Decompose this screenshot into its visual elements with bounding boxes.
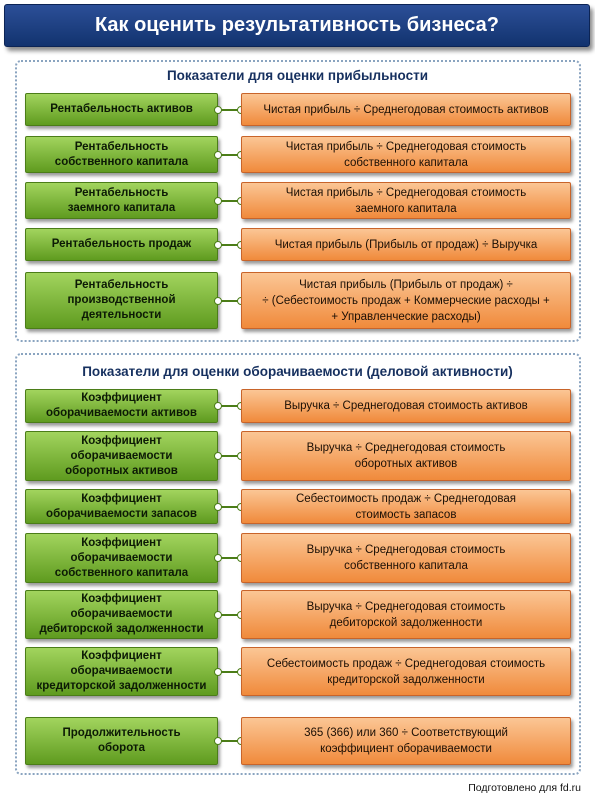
indicator-formula: Выручка ÷ Среднегодовая стоимость дебиторской задолженности bbox=[241, 590, 571, 639]
indicator-label: Рентабельность заемного капитала bbox=[25, 182, 218, 219]
indicator-formula: Чистая прибыль (Прибыль от продаж) ÷ Выручка bbox=[241, 228, 571, 261]
connector-dot bbox=[214, 737, 222, 745]
turnover-section-title: Показатели для оценки оборачиваемости (деловой активности) bbox=[82, 364, 513, 379]
indicator-label: Коэффициент оборачиваемости оборотных активов bbox=[25, 431, 218, 481]
connector-dot bbox=[214, 668, 222, 676]
indicator-formula: Себестоимость продаж ÷ Среднегодовая стоимость запасов bbox=[241, 489, 571, 524]
page-title: Как оценить результативность бизнеса? bbox=[4, 4, 590, 47]
indicator-row bbox=[25, 136, 571, 173]
credit-footer: Подготовлено для fd.ru bbox=[468, 782, 581, 794]
connector-dot bbox=[214, 452, 222, 460]
connector-dot bbox=[214, 106, 222, 114]
indicator-formula: Чистая прибыль ÷ Среднегодовая стоимость собственного капитала bbox=[241, 136, 571, 173]
indicator-row bbox=[25, 647, 571, 696]
indicator-row bbox=[25, 431, 571, 481]
indicator-row bbox=[25, 389, 571, 423]
connector-dot bbox=[214, 503, 222, 511]
connector-dot bbox=[214, 402, 222, 410]
indicator-formula: Чистая прибыль ÷ Среднегодовая стоимость заемного капитала bbox=[241, 182, 571, 219]
indicator-label: Коэффициент оборачиваемости дебиторской задолженности bbox=[25, 590, 218, 639]
connector-dot bbox=[214, 554, 222, 562]
indicator-formula: Чистая прибыль (Прибыль от продаж) ÷ ÷ (Себестоимость продаж + Коммерческие расходы + + Управленческие расходы) bbox=[241, 272, 571, 329]
connector-dot bbox=[214, 611, 222, 619]
indicator-formula: Себестоимость продаж ÷ Среднегодовая стоимость кредиторской задолженности bbox=[241, 647, 571, 696]
indicator-label: Рентабельность производственной деятельности bbox=[25, 272, 218, 329]
indicator-formula: Выручка ÷ Среднегодовая стоимость активов bbox=[241, 389, 571, 423]
indicator-label: Коэффициент оборачиваемости собственного капитала bbox=[25, 533, 218, 583]
indicator-formula: 365 (366) или 360 ÷ Соответствующий коэффициент оборачиваемости bbox=[241, 717, 571, 765]
indicator-row bbox=[25, 489, 571, 524]
indicator-label: Коэффициент оборачиваемости кредиторской задолженности bbox=[25, 647, 218, 696]
indicator-row bbox=[25, 717, 571, 765]
indicator-label: Продолжительность оборота bbox=[25, 717, 218, 765]
indicator-formula: Выручка ÷ Среднегодовая стоимость собственного капитала bbox=[241, 533, 571, 583]
indicator-label: Коэффициент оборачиваемости запасов bbox=[25, 489, 218, 524]
indicator-label: Рентабельность продаж bbox=[25, 228, 218, 261]
connector-dot bbox=[214, 297, 222, 305]
indicator-label: Коэффициент оборачиваемости активов bbox=[25, 389, 218, 423]
indicator-formula: Чистая прибыль ÷ Среднегодовая стоимость активов bbox=[241, 93, 571, 126]
indicator-row bbox=[25, 272, 571, 329]
indicator-row bbox=[25, 590, 571, 639]
connector-dot bbox=[214, 241, 222, 249]
indicator-row bbox=[25, 93, 571, 126]
indicator-formula: Выручка ÷ Среднегодовая стоимость оборотных активов bbox=[241, 431, 571, 481]
indicator-label: Рентабельность активов bbox=[25, 93, 218, 126]
indicator-label: Рентабельность собственного капитала bbox=[25, 136, 218, 173]
indicator-row bbox=[25, 533, 571, 583]
indicator-row bbox=[25, 228, 571, 261]
connector-dot bbox=[214, 197, 222, 205]
profitability-section-title: Показатели для оценки прибыльности bbox=[166, 68, 429, 83]
indicator-row bbox=[25, 182, 571, 219]
connector-dot bbox=[214, 151, 222, 159]
